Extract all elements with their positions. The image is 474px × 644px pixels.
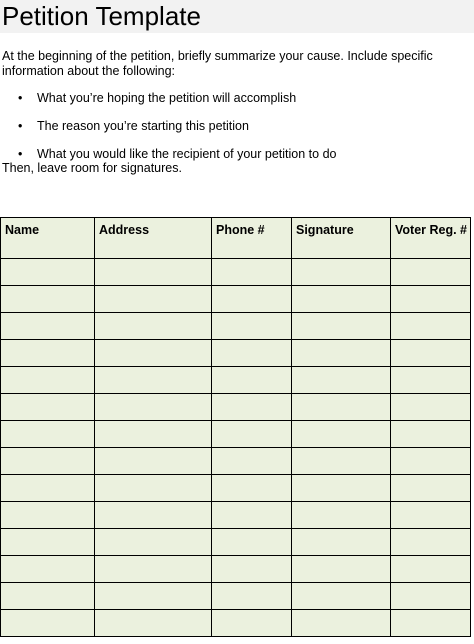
signature-cell[interactable] — [292, 583, 391, 610]
phone-cell[interactable] — [212, 475, 292, 502]
voter-reg-cell[interactable] — [391, 367, 471, 394]
address-cell[interactable] — [95, 340, 212, 367]
phone-cell[interactable] — [212, 448, 292, 475]
list-item-text: The reason you’re starting this petition — [37, 119, 249, 133]
signature-cell[interactable] — [292, 502, 391, 529]
list-item-text: What you would like the recipient of your petition to do — [37, 147, 337, 161]
address-cell[interactable] — [95, 610, 212, 637]
address-cell[interactable] — [95, 529, 212, 556]
phone-cell[interactable] — [212, 367, 292, 394]
signature-cell[interactable] — [292, 367, 391, 394]
address-cell[interactable] — [95, 475, 212, 502]
phone-cell[interactable] — [212, 529, 292, 556]
address-cell[interactable] — [95, 394, 212, 421]
table-row — [1, 313, 471, 340]
bullet-icon: • — [18, 147, 23, 161]
table-header-row — [1, 218, 471, 259]
name-cell[interactable] — [1, 340, 95, 367]
bullet-icon: • — [18, 119, 23, 133]
column-header-name: Name — [1, 218, 95, 259]
signature-cell[interactable] — [292, 529, 391, 556]
column-header-phone: Phone # — [212, 218, 292, 259]
table-row — [1, 529, 471, 556]
name-cell[interactable] — [1, 448, 95, 475]
address-cell[interactable] — [95, 286, 212, 313]
name-cell[interactable] — [1, 394, 95, 421]
signature-table — [0, 217, 471, 637]
voter-reg-cell[interactable] — [391, 556, 471, 583]
table-row — [1, 583, 471, 610]
voter-reg-cell[interactable] — [391, 340, 471, 367]
voter-reg-cell[interactable] — [391, 313, 471, 340]
table-row — [1, 502, 471, 529]
address-cell[interactable] — [95, 556, 212, 583]
phone-cell[interactable] — [212, 340, 292, 367]
signature-cell[interactable] — [292, 286, 391, 313]
voter-reg-cell[interactable] — [391, 502, 471, 529]
address-cell[interactable] — [95, 259, 212, 286]
name-cell[interactable] — [1, 502, 95, 529]
voter-reg-cell[interactable] — [391, 286, 471, 313]
signature-cell[interactable] — [292, 259, 391, 286]
signature-rows — [1, 259, 471, 637]
signature-cell[interactable] — [292, 448, 391, 475]
table-row — [1, 556, 471, 583]
name-cell[interactable] — [1, 421, 95, 448]
voter-reg-cell[interactable] — [391, 475, 471, 502]
voter-reg-cell[interactable] — [391, 421, 471, 448]
name-cell[interactable] — [1, 259, 95, 286]
signature-cell[interactable] — [292, 340, 391, 367]
phone-cell[interactable] — [212, 259, 292, 286]
bullet-icon: • — [18, 91, 23, 105]
table-row — [1, 475, 471, 502]
name-cell[interactable] — [1, 313, 95, 340]
title-band — [0, 0, 474, 33]
column-header-address: Address — [95, 218, 212, 259]
phone-cell[interactable] — [212, 313, 292, 340]
voter-reg-cell[interactable] — [391, 448, 471, 475]
table-row — [1, 340, 471, 367]
phone-cell[interactable] — [212, 583, 292, 610]
voter-reg-cell[interactable] — [391, 529, 471, 556]
name-cell[interactable] — [1, 556, 95, 583]
address-cell[interactable] — [95, 367, 212, 394]
closing-line: Then, leave room for signatures. — [2, 161, 182, 175]
name-cell[interactable] — [1, 583, 95, 610]
table-row — [1, 610, 471, 637]
voter-reg-cell[interactable] — [391, 394, 471, 421]
name-cell[interactable] — [1, 286, 95, 313]
signature-cell[interactable] — [292, 421, 391, 448]
address-cell[interactable] — [95, 448, 212, 475]
table-row — [1, 286, 471, 313]
table-row — [1, 259, 471, 286]
signature-cell[interactable] — [292, 556, 391, 583]
phone-cell[interactable] — [212, 394, 292, 421]
phone-cell[interactable] — [212, 286, 292, 313]
voter-reg-cell[interactable] — [391, 259, 471, 286]
voter-reg-cell[interactable] — [391, 610, 471, 637]
address-cell[interactable] — [95, 313, 212, 340]
voter-reg-cell[interactable] — [391, 583, 471, 610]
list-item-text: What you’re hoping the petition will accomplish — [37, 91, 297, 105]
column-header-voter-reg: Voter Reg. # — [391, 218, 471, 259]
name-cell[interactable] — [1, 529, 95, 556]
column-header-signature: Signature — [292, 218, 391, 259]
name-cell[interactable] — [1, 475, 95, 502]
address-cell[interactable] — [95, 583, 212, 610]
signature-cell[interactable] — [292, 475, 391, 502]
phone-cell[interactable] — [212, 556, 292, 583]
signature-cell[interactable] — [292, 610, 391, 637]
name-cell[interactable] — [1, 610, 95, 637]
document-title: Petition Template — [2, 1, 201, 31]
address-cell[interactable] — [95, 421, 212, 448]
phone-cell[interactable] — [212, 421, 292, 448]
name-cell[interactable] — [1, 367, 95, 394]
signature-cell[interactable] — [292, 313, 391, 340]
phone-cell[interactable] — [212, 610, 292, 637]
intro-paragraph: At the beginning of the petition, briefly summarize your cause. Include specific information about the following: — [2, 49, 433, 78]
signature-cell[interactable] — [292, 394, 391, 421]
table-row — [1, 367, 471, 394]
table-row — [1, 448, 471, 475]
address-cell[interactable] — [95, 502, 212, 529]
table-row — [1, 394, 471, 421]
table-row — [1, 421, 471, 448]
phone-cell[interactable] — [212, 502, 292, 529]
